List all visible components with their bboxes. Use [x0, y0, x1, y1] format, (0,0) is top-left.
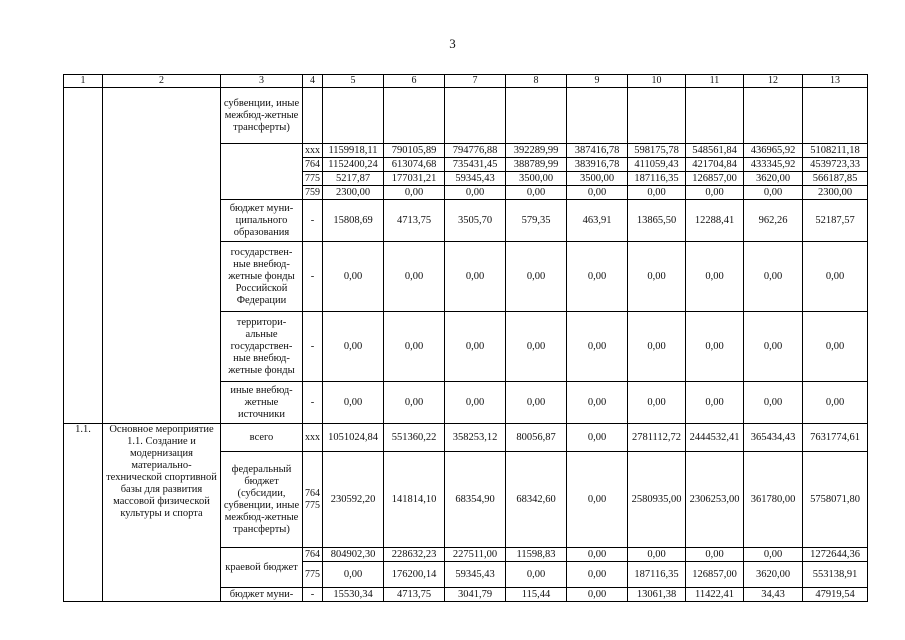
value-cell: 0,00 [384, 382, 445, 424]
value-cell: 1159918,11 [323, 144, 384, 158]
funding-source: федеральный бюджет (субсидии, субвенции, иные межбюд-жетные трансферты) [221, 452, 303, 548]
value-cell: 0,00 [323, 312, 384, 382]
value-cell: 68342,60 [506, 452, 567, 548]
funding-source: краевой бюджет [221, 548, 303, 588]
column-number: 6 [384, 75, 445, 88]
value-cell: 790105,89 [384, 144, 445, 158]
value-cell: 15530,34 [323, 588, 384, 602]
row-number-cell [64, 88, 103, 424]
column-number: 1 [64, 75, 103, 88]
code-cell: 764 [303, 548, 323, 562]
value-cell: 59345,43 [445, 562, 506, 588]
value-cell: 227511,00 [445, 548, 506, 562]
code-cell: - [303, 382, 323, 424]
value-cell: 0,00 [506, 186, 567, 200]
value-cell: 3620,00 [744, 172, 803, 186]
value-cell: 5758071,80 [803, 452, 868, 548]
value-cell: 0,00 [686, 548, 744, 562]
column-number: 2 [103, 75, 221, 88]
value-cell: 421704,84 [686, 158, 744, 172]
code-cell: ххх [303, 144, 323, 158]
value-cell: 0,00 [628, 312, 686, 382]
value-cell: 0,00 [384, 312, 445, 382]
value-cell: 2781112,72 [628, 424, 686, 452]
value-cell: 0,00 [323, 382, 384, 424]
value-cell: 5217,87 [323, 172, 384, 186]
value-cell: 0,00 [628, 242, 686, 312]
value-cell: 361780,00 [744, 452, 803, 548]
table-header-row [64, 75, 868, 88]
value-cell: 613074,68 [384, 158, 445, 172]
value-cell: 0,00 [567, 382, 628, 424]
funding-source-empty [221, 144, 303, 200]
code-cell: - [303, 588, 323, 602]
code-cell: - [303, 242, 323, 312]
value-cell: 0,00 [567, 186, 628, 200]
value-cell: 0,00 [744, 382, 803, 424]
code-cell: 775 [303, 172, 323, 186]
value-cell: 794776,88 [445, 144, 506, 158]
value-cell: 0,00 [744, 186, 803, 200]
column-number: 7 [445, 75, 506, 88]
value-cell: 0,00 [628, 548, 686, 562]
budget-table [63, 74, 868, 602]
value-cell: 0,00 [445, 382, 506, 424]
value-cell: 392289,99 [506, 144, 567, 158]
funding-source: иные внебюд-жетные источники [221, 382, 303, 424]
value-cell: 0,00 [445, 312, 506, 382]
table-row [64, 424, 868, 452]
measure-name: Основное мероприятие 1.1. Создание и модернизация материально-технической спортивной базы для развития массовой физической культуры и спорта [103, 424, 221, 602]
code-cell [303, 88, 323, 144]
value-cell: 47919,54 [803, 588, 868, 602]
value-cell: 230592,20 [323, 452, 384, 548]
value-cell: 0,00 [628, 382, 686, 424]
funding-source: бюджет муни-ципального образования [221, 200, 303, 242]
value-cell: 388789,99 [506, 158, 567, 172]
value-cell: 436965,92 [744, 144, 803, 158]
value-cell: 80056,87 [506, 424, 567, 452]
funding-source: территори-альные государствен-ные внебюд-жетные фонды [221, 312, 303, 382]
value-cell: 548561,84 [686, 144, 744, 158]
value-cell: 3041,79 [445, 588, 506, 602]
value-cell: 7631774,61 [803, 424, 868, 452]
value-cell: 365434,43 [744, 424, 803, 452]
value-cell: 3500,00 [506, 172, 567, 186]
column-number: 4 [303, 75, 323, 88]
value-cell: 598175,78 [628, 144, 686, 158]
value-cell: 0,00 [744, 312, 803, 382]
value-cell: 13865,50 [628, 200, 686, 242]
value-cell: 551360,22 [384, 424, 445, 452]
value-cell: 0,00 [686, 242, 744, 312]
value-cell: 1051024,84 [323, 424, 384, 452]
measure-number: 1.1. [64, 424, 103, 602]
value-cell: 228632,23 [384, 548, 445, 562]
value-cell: 4713,75 [384, 200, 445, 242]
funding-source: субвенции, иные межбюд-жетные трансферты) [221, 88, 303, 144]
value-cell: 553138,91 [803, 562, 868, 588]
value-cell: 804902,30 [323, 548, 384, 562]
funding-source: государствен-ные внебюд-жетные фонды Российской Федерации [221, 242, 303, 312]
value-cell: 2306253,00 [686, 452, 744, 548]
value-cell: 177031,21 [384, 172, 445, 186]
value-cell: 962,26 [744, 200, 803, 242]
value-cell: 0,00 [567, 562, 628, 588]
value-cell: 0,00 [506, 312, 567, 382]
code-cell: 775 [303, 562, 323, 588]
value-cell: 2580935,00 [628, 452, 686, 548]
code-cell: 759 [303, 186, 323, 200]
value-cell: 0,00 [686, 312, 744, 382]
value-cell: 0,00 [567, 452, 628, 548]
value-cell: 187116,35 [628, 172, 686, 186]
value-cell: 0,00 [384, 186, 445, 200]
value-cell: 411059,43 [628, 158, 686, 172]
value-cell: 0,00 [384, 242, 445, 312]
value-cell: 15808,69 [323, 200, 384, 242]
value-cell: 59345,43 [445, 172, 506, 186]
value-cell: 0,00 [744, 548, 803, 562]
value-cell: 1152400,24 [323, 158, 384, 172]
value-cell: 141814,10 [384, 452, 445, 548]
value-cell: 0,00 [567, 424, 628, 452]
column-number: 10 [628, 75, 686, 88]
value-cell: 433345,92 [744, 158, 803, 172]
column-number: 3 [221, 75, 303, 88]
value-cell: 0,00 [506, 382, 567, 424]
value-cell: 383916,78 [567, 158, 628, 172]
value-cell: 0,00 [506, 242, 567, 312]
column-number: 8 [506, 75, 567, 88]
value-cell: 0,00 [567, 242, 628, 312]
value-cell: 12288,41 [686, 200, 744, 242]
value-cell: 579,35 [506, 200, 567, 242]
code-cell: 764 775 [303, 452, 323, 548]
value-cell: 2444532,41 [686, 424, 744, 452]
column-number: 12 [744, 75, 803, 88]
value-cell: 2300,00 [803, 186, 868, 200]
value-cell: 0,00 [686, 186, 744, 200]
funding-source: бюджет муни- [221, 588, 303, 602]
value-cell: 735431,45 [445, 158, 506, 172]
value-cell: 5108211,18 [803, 144, 868, 158]
column-number: 13 [803, 75, 868, 88]
table-row [64, 88, 868, 144]
value-cell: 566187,85 [803, 172, 868, 186]
value-cell: 34,43 [744, 588, 803, 602]
value-cell: 176200,14 [384, 562, 445, 588]
value-cell: 0,00 [323, 562, 384, 588]
funding-source: всего [221, 424, 303, 452]
value-cell: 187116,35 [628, 562, 686, 588]
value-cell: 52187,57 [803, 200, 868, 242]
value-cell: 0,00 [686, 382, 744, 424]
value-cell: 0,00 [567, 588, 628, 602]
value-cell: 11598,83 [506, 548, 567, 562]
value-cell: 1272644,36 [803, 548, 868, 562]
value-cell: 0,00 [803, 242, 868, 312]
value-cell: 115,44 [506, 588, 567, 602]
value-cell: 463,91 [567, 200, 628, 242]
value-cell: 0,00 [323, 242, 384, 312]
value-cell: 0,00 [628, 186, 686, 200]
value-cell: 0,00 [567, 312, 628, 382]
value-cell: 11422,41 [686, 588, 744, 602]
value-cell: 4713,75 [384, 588, 445, 602]
value-cell: 68354,90 [445, 452, 506, 548]
value-cell: 0,00 [445, 242, 506, 312]
value-cell: 0,00 [506, 562, 567, 588]
value-cell: 2300,00 [323, 186, 384, 200]
value-cell: 0,00 [803, 382, 868, 424]
value-cell: 3505,70 [445, 200, 506, 242]
value-cell: 0,00 [445, 186, 506, 200]
measure-name-cell [103, 88, 221, 424]
column-number: 11 [686, 75, 744, 88]
value-cell: 358253,12 [445, 424, 506, 452]
value-cell: 126857,00 [686, 172, 744, 186]
page-number: 3 [449, 36, 456, 51]
value-cell: 126857,00 [686, 562, 744, 588]
value-cell: 0,00 [744, 242, 803, 312]
value-cell: 4539723,33 [803, 158, 868, 172]
code-cell: ххх [303, 424, 323, 452]
code-cell: 764 [303, 158, 323, 172]
column-number: 9 [567, 75, 628, 88]
value-cell: 13061,38 [628, 588, 686, 602]
value-cell: 0,00 [567, 548, 628, 562]
value-cell: 387416,78 [567, 144, 628, 158]
value-cell: 3620,00 [744, 562, 803, 588]
value-cell: 3500,00 [567, 172, 628, 186]
column-number: 5 [323, 75, 384, 88]
value-cell: 0,00 [803, 312, 868, 382]
code-cell: - [303, 200, 323, 242]
code-cell: - [303, 312, 323, 382]
